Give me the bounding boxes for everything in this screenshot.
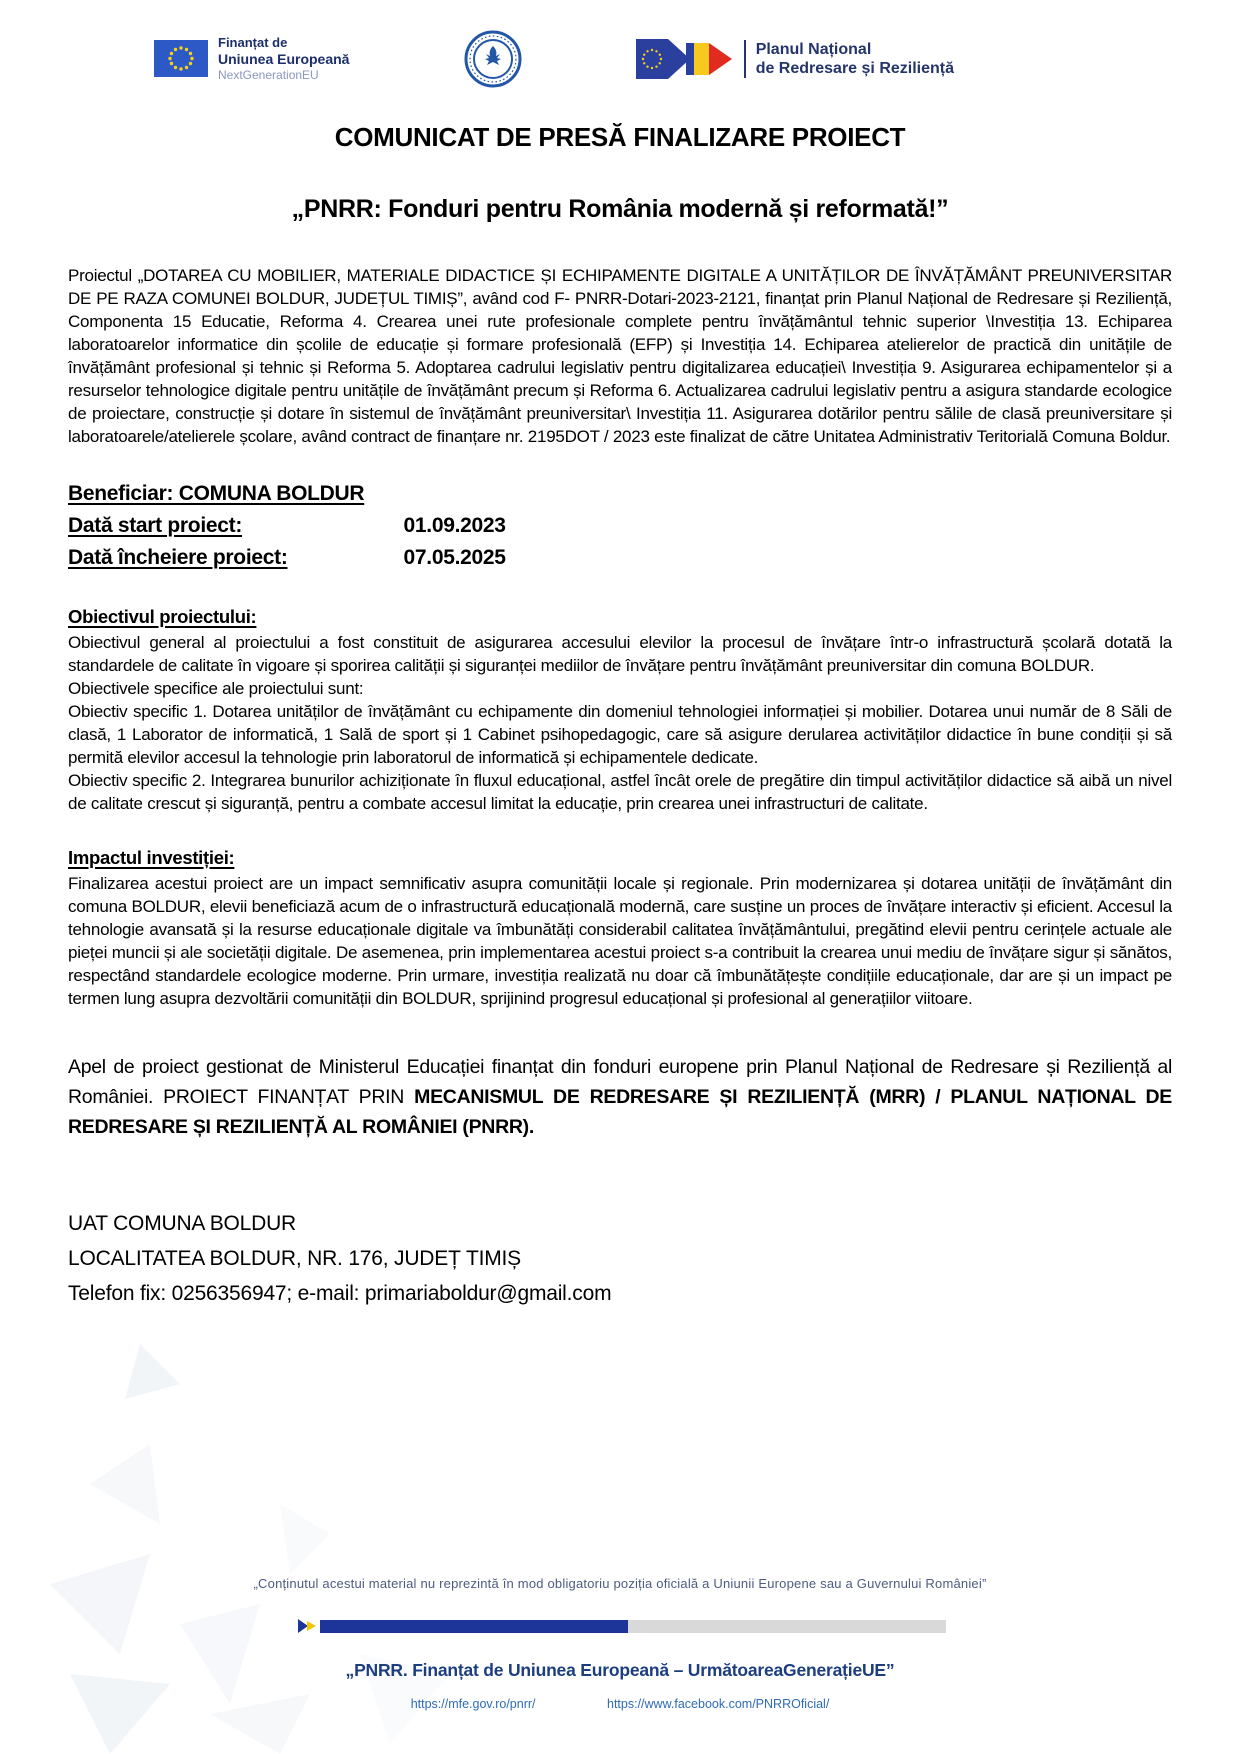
end-date-value: 07.05.2025 (403, 546, 506, 569)
contact-phone-email: Telefon fix: 0256356947; e-mail: primariaboldur@gmail.com (68, 1282, 612, 1305)
footer-pnrr-slogan: „PNRR. Finanțat de Uniunea Europeană – UrmătoareaGenerațieUE” (345, 1660, 895, 1680)
footer-progress-bar (298, 1619, 946, 1633)
objective-paragraph-specific-intro: Obiectivele specifice ale proiectului sunt: (68, 679, 364, 698)
document-title: COMUNICAT DE PRESĂ FINALIZARE PROIECT (334, 122, 906, 152)
eu-logo-text-line2: Uniunea Europeană (218, 50, 350, 67)
funding-note-paragraph (68, 1052, 1172, 1142)
objective-paragraph-general: Obiectivul general al proiectului a fost constituit de asigurarea accesului elevilor la procesul de învățare într-o infrastructură școlară dotată la standardele de calitate în vigoare și sporirea calității și siguranței mediilor de învățare pentru învățământ preuniversitar din comuna BOLDUR. (68, 633, 1172, 675)
impact-heading: Impactul investiției: (68, 847, 235, 868)
logo-header-row (154, 26, 954, 92)
beneficiary-line: Beneficiar: COMUNA BOLDUR (68, 482, 365, 505)
pnrr-logo-text-line1: Planul Național (755, 40, 872, 58)
contact-entity-name: UAT COMUNA BOLDUR (68, 1212, 297, 1235)
footer-links-row (0, 1697, 1240, 1711)
eu-logo-text-line1: Finanțat de (218, 34, 288, 50)
eu-logo-text-line3: NextGenerationEU (218, 67, 319, 82)
footer-link-facebook[interactable]: https://www.facebook.com/PNRROficial/ (607, 1697, 830, 1711)
objective-section (68, 606, 1172, 815)
eu-funding-logo (154, 36, 349, 83)
funding-note-normal: Apel de proiect gestionat de Ministerul Educației finanțat din fonduri europene prin Planul Național de Redresare și Reziliență al României. PROIECT FINANȚAT PRIN (68, 1056, 1172, 1108)
pnrr-logo (636, 34, 954, 84)
end-date-label: Dată încheiere proiect: (68, 546, 288, 569)
project-start-date-row (68, 510, 1172, 542)
start-date-value: 01.09.2023 (403, 514, 506, 537)
romanian-government-seal-icon (464, 30, 522, 88)
objective-paragraph-specific-1: Obiectiv specific 1. Dotarea unităților de învățământ cu echipamente din domeniul tehnologiei informației și mobilier. Dotarea unui număr de 8 Săli de clasă, 1 Laborator de informatică, 1 Sală de sport și 1 Cabinet psihopedagogic, care să asigure derularea activităților didactice în bune condiții și să permită elevilor accesul la tehnologie prin laboratorul de informatică și echipamentele dedicate. (68, 702, 1172, 767)
background-watermark-pattern (30, 1324, 590, 1754)
objective-paragraph-specific-2: Obiectiv specific 2. Integrarea bunurilor achiziționate în fluxul educațional, astfel încât orele de pregătire din timpul activităților didactice să aibă un nivel de calitate crescut și siguranță, pentru a combate accesul limitat la educație, prin crearea unei infrastructuri de calitate. (68, 771, 1172, 813)
footer-disclaimer: „Conținutul acestui material nu reprezintă în mod obligatoriu poziția oficială a Uniunii Europene sau a Guvernului României” (253, 1576, 987, 1591)
pnrr-logo-text-line2: de Redresare și Reziliență (755, 60, 954, 77)
document-subtitle: „PNRR: Fonduri pentru România modernă și reformată!” (291, 195, 949, 223)
funding-note-bold: MECANISMUL DE REDRESARE ȘI REZILIENȚĂ (MRR) / PLANUL NAȚIONAL DE REDRESARE ȘI REZILIENȚĂ AL ROMÂNIEI (PNRR). (68, 1086, 1172, 1138)
pnrr-arrows-icon (636, 34, 736, 84)
project-end-date-row (68, 542, 1172, 574)
contact-address: LOCALITATEA BOLDUR, NR. 176, JUDEȚ TIMIȘ (68, 1247, 521, 1270)
footer-bar-gray-segment (628, 1620, 946, 1633)
intro-paragraph: Proiectul „DOTAREA CU MOBILIER, MATERIALE DIDACTICE ȘI ECHIPAMENTE DIGITALE A UNITĂȚILOR DE ÎNVĂȚĂMÂNT PREUNIVERSITAR DE PE RAZA COMUNEI BOLDUR, JUDEȚUL TIMIȘ”, având cod F- PNRR-Dotari-2023-2121, finanțat prin Planul Național de Redresare și Reziliență, Componenta 15 Educatie, Reforma 4. Crearea unei rute profesionale complete pentru învățământul tehnic superior \Investiția 13. Echiparea laboratoarelor informatice din școlile de educație și formare profesională (EFP) și Investiția 14. Echiparea atelierelor de practică din unitățile de învățământ profesional și tehnic și Reforma 5. Adoptarea cadrului legislativ pentru digitalizarea educației\ Investiția 9. Asigurarea echipamentelor și a resurselor tehnologice digitale pentru unitățile de învățământ precum și Reforma 6. Actualizarea cadrului legislativ pentru a asigura standarde ecologice de proiectare, construcție și dotare în sistemul de învățământ preuniversitar\ Investiția 11. Asigurarea dotărilor pentru sălile de clasă preuniversitare și laboratoarele/atelierele școlare, având contract de finanțare nr. 2195DOT / 2023 este finalizat de către Unitatea Administrativ Teritorială Comuna Boldur. (68, 266, 1172, 446)
footer-link-mfe[interactable]: https://mfe.gov.ro/pnrr/ (410, 1697, 536, 1711)
start-date-label: Dată start proiect: (68, 514, 243, 537)
objective-heading: Obiectivul proiectului: (68, 606, 257, 627)
footer-bar-arrow-icon (298, 1619, 322, 1633)
eu-flag-icon (154, 40, 208, 77)
impact-section (68, 847, 1172, 1010)
footer-bar-blue-segment (320, 1620, 628, 1633)
impact-paragraph: Finalizarea acestui proiect are un impact semnificativ asupra comunității locale și regionale. Prin modernizarea și dotarea unității de învățământ din comuna BOLDUR, elevii beneficiază acum de o infrastructură educațională modernă, care susține un proces de învățare interactiv și eficient. Accesul la tehnologie avansată și la resurse educaționale digitale va îmbunătăți considerabil calitatea învățământului, pregătind elevii pentru cerințele actuale ale pieței muncii și ale societății digitale. De asemenea, prin implementarea acestui proiect s-a contribuit la crearea unui mediu de învățare sigur și sănătos, respectând standardele ecologice moderne. Prin urmare, investiția realizată nu doar că îmbunătățește condițiile educaționale, dar are și un impact pe termen lung asupra dezvoltării comunității din BOLDUR, sprijinind progresul educațional și profesional al generațiilor viitoare. (68, 874, 1172, 1008)
contact-block (68, 1206, 1172, 1311)
beneficiary-block (68, 478, 1172, 574)
